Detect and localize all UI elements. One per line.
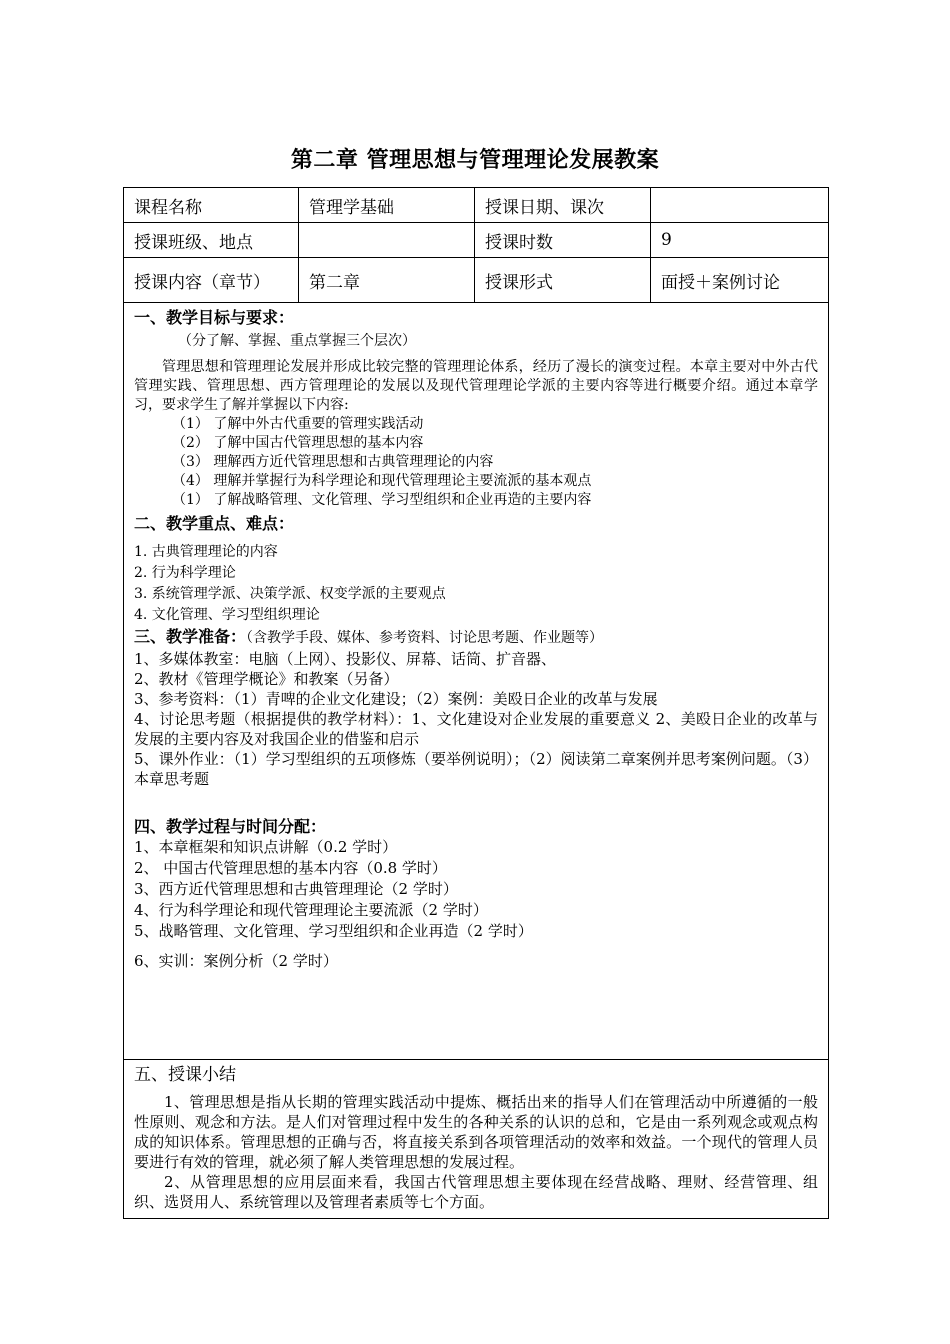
process-item: 4、行为科学理论和现代管理理论主要流派（2 学时）	[134, 901, 488, 919]
goal-item: （2） 了解中国古代管理思想的基本内容	[172, 435, 424, 451]
process-item: 3、西方近代管理思想和古典管理理论（2 学时）	[134, 880, 458, 898]
lesson-plan-table	[123, 187, 829, 1219]
info-row-content	[124, 258, 829, 303]
process-item: 1、本章框架和知识点讲解（0.2 学时）	[134, 838, 398, 856]
preparation-heading-text: 三、教学准备：	[134, 627, 247, 646]
info-value: 9	[651, 223, 829, 258]
info-value	[299, 223, 475, 258]
section-heading-preparation	[134, 626, 818, 649]
info-label: 授课日期、课次	[475, 188, 651, 223]
section-heading-goals: 一、教学目标与要求：	[134, 308, 295, 327]
main-content-row	[124, 303, 829, 1060]
section-heading-key-points: 二、教学重点、难点：	[134, 514, 295, 533]
info-value	[651, 188, 829, 223]
process-item: 2、 中国古代管理思想的基本内容（0.8 学时）	[134, 859, 447, 877]
key-point-item: 4. 文化管理、学习型组织理论	[134, 607, 320, 623]
document-title: 第二章 管理思想与管理理论发展教案	[290, 148, 660, 173]
process-item: 5、战略管理、文化管理、学习型组织和企业再造（2 学时）	[134, 922, 533, 940]
goal-item: （1） 了解战略管理、文化管理、学习型组织和企业再造的主要内容	[172, 492, 592, 508]
preparation-item: 4、讨论思考题（根据提供的教学材料）：1、文化建设对企业发展的重要意义 2、美殴日企业的改革与发展的主要内容及对我国企业的借鉴和启示	[134, 710, 818, 748]
process-item: 6、实训：案例分析（2 学时）	[134, 952, 338, 970]
goals-subnote: （分了解、掌握、重点掌握三个层次）	[178, 333, 416, 349]
summary-paragraph: 1、管理思想是指从长期的管理实践活动中提炼、概括出来的指导人们在管理活动中所遵循的一般性原则、观念和方法。是人们对管理过程中发生的各种关系的认识的总和，它是由一系列观念或观点构成的知识体系。管理思想的正确与否，将直接关系到各项管理活动的效率和效益。一个现代的管理人员要进行有效的管理，就必须了解人类管理思想的发展过程。	[134, 1093, 818, 1171]
info-label: 授课形式	[475, 258, 651, 303]
info-row-course	[124, 188, 829, 223]
info-value: 面授＋案例讨论	[651, 258, 829, 303]
goal-item: （1） 了解中外古代重要的管理实践活动	[172, 416, 424, 432]
section-heading-process: 四、教学过程与时间分配：	[134, 817, 327, 836]
info-label: 授课内容（章节）	[124, 258, 299, 303]
info-value: 第二章	[299, 258, 475, 303]
summary-row	[124, 1060, 829, 1219]
preparation-heading-note: （含教学手段、媒体、参考资料、讨论思考题、作业题等）	[246, 630, 604, 646]
preparation-item: 1、多媒体教室：电脑（上网）、投影仪、屏幕、话筒、扩音器、	[134, 650, 557, 668]
info-label: 课程名称	[124, 188, 299, 223]
info-label: 授课时数	[475, 223, 651, 258]
section-heading-summary: 五、授课小结	[134, 1065, 236, 1085]
preparation-item: 3、参考资料：（1）青啤的企业文化建设；（2）案例：美殴日企业的改革与发展	[134, 690, 658, 708]
summary-paragraph: 2、从管理思想的应用层面来看，我国古代管理思想主要体现在经营战略、理财、经营管理、组织、选贤用人、系统管理以及管理者素质等七个方面。	[134, 1173, 818, 1211]
info-value: 管理学基础	[299, 188, 475, 223]
key-point-item: 3. 系统管理学派、决策学派、权变学派的主要观点	[134, 586, 446, 602]
goal-item: （4） 理解并掌握行为科学理论和现代管理理论主要流派的基本观点	[172, 473, 592, 489]
key-point-item: 2. 行为科学理论	[134, 565, 236, 581]
summary-cell	[124, 1060, 829, 1219]
goals-intro: 管理思想和管理理论发展并形成比较完整的管理理论体系，经历了漫长的演变过程。本章主要对中外古代管理实践、管理思想、西方管理理论的发展以及现代管理理论学派的主要内容等进行概要介绍。通过本章学习，要求学生了解并掌握以下内容:	[134, 359, 818, 413]
goal-item: （3） 理解西方近代管理思想和古典管理理论的内容	[172, 454, 494, 470]
preparation-item: 5、课外作业：（1）学习型组织的五项修炼（要举例说明）；（2）阅读第二章案例并思考案例问题。（3）本章思考题	[134, 750, 818, 788]
info-label: 授课班级、地点	[124, 223, 299, 258]
info-row-class	[124, 223, 829, 258]
key-point-item: 1. 古典管理理论的内容	[134, 544, 278, 560]
preparation-item: 2、教材《管理学概论》和教案（另备）	[134, 670, 399, 688]
main-content-cell	[124, 303, 829, 1060]
